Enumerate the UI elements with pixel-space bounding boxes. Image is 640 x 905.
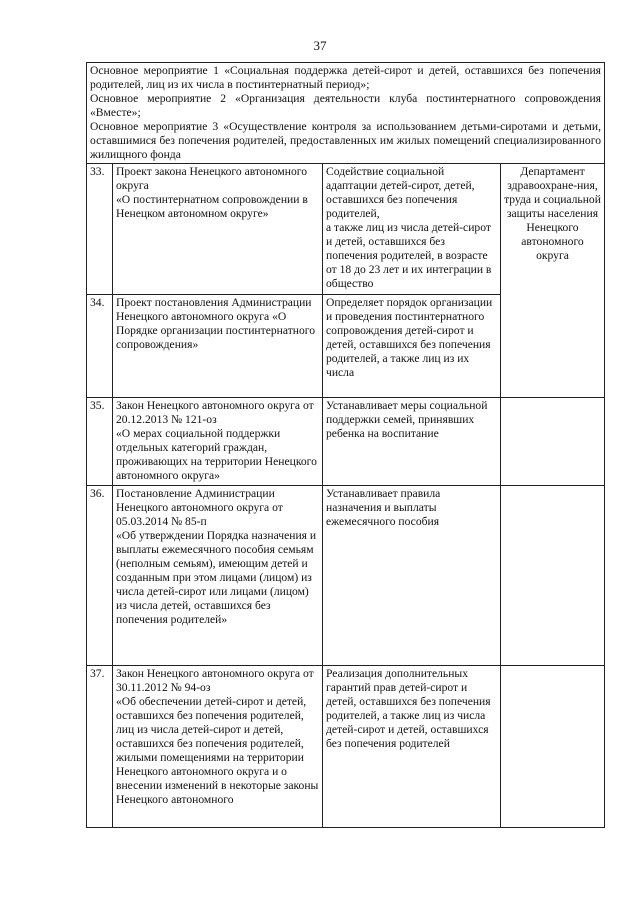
measures-table bbox=[86, 62, 605, 828]
document-purpose: Реализация дополнительных гарантий прав детей-сирот и детей, оставшихся без попечения родителей, а также лиц из числа детей-сирот и детей, оставшихся без попечения родителей bbox=[323, 666, 501, 828]
row-number: 37. bbox=[87, 666, 113, 828]
empty-cell bbox=[501, 666, 605, 828]
table-row bbox=[87, 164, 605, 295]
document-purpose: Устанавливает правила назначения и выплаты ежемесячного пособия bbox=[323, 486, 501, 666]
empty-cell bbox=[501, 486, 605, 666]
document-title: Закон Ненецкого автономного округа от 30.11.2012 № 94-оз «Об обеспечении детей-сирот и детей, оставшихся без попечения родителей, лиц из числа детей-сирот и детей, оставшихся без попечения родителей, жилыми помещениями на территории Ненецкого автономного округа и о внесении изменений в некоторые законы Ненецкого автономного bbox=[113, 666, 323, 828]
row-number: 36. bbox=[87, 486, 113, 666]
table-intro-row bbox=[87, 63, 605, 164]
row-number: 34. bbox=[87, 295, 113, 398]
intro-cell bbox=[87, 63, 605, 164]
document-title: Проект постановления Администрации Ненецкого автономного округа «О Порядке организации постинтернатного сопровождения» bbox=[113, 295, 323, 398]
main-measure-3: Основное мероприятие 3 «Осуществление контроля за использованием детьми-сиротами и детьми, оставшимися без попечения родителей, предоставленных им жилых помещений специализированного жилищного фонда bbox=[90, 120, 601, 161]
main-measure-1: Основное мероприятие 1 «Социальная поддержка детей-сирот и детей, оставшихся без попечения родителей, лиц из их числа в постинтернатный период»; bbox=[90, 64, 601, 91]
document-purpose: Определяет порядок организации и проведения постинтернатного сопровождения детей-сирот и детей, оставшихся без попечения родителей, а также лиц из их числа bbox=[323, 295, 501, 398]
page-number: 37 bbox=[313, 38, 327, 53]
table-row bbox=[87, 398, 605, 486]
empty-cell bbox=[501, 398, 605, 486]
document-title: Проект закона Ненецкого автономного округа «О постинтернатном сопровождении в Ненецком автономном округе» bbox=[113, 164, 323, 295]
document-title: Закон Ненецкого автономного округа от 20.12.2013 № 121-оз «О мерах социальной поддержки отдельных категорий граждан, проживающих на территории Ненецкого автономного округа» bbox=[113, 398, 323, 486]
main-measure-2: Основное мероприятие 2 «Организация деятельности клуба постинтернатного сопровождения «Вместе»; bbox=[90, 92, 601, 119]
document-purpose: Устанавливает меры социальной поддержки семей, принявших ребенка на воспитание bbox=[323, 398, 501, 486]
row-number: 33. bbox=[87, 164, 113, 295]
document-purpose: Содействие социальной адаптации детей-сирот, детей, оставшихся без попечения родителей, а также лиц из числа детей-сирот и детей, оставшихся без попечения родителей, в возрасте от 18 до 23 лет и их интеграции в общество bbox=[323, 164, 501, 295]
responsible-executor: Департамент здравоохране-ния, труда и социальной защиты населения Ненецкого автономного округа bbox=[501, 164, 605, 398]
table-row bbox=[87, 666, 605, 828]
row-number: 35. bbox=[87, 398, 113, 486]
table-row bbox=[87, 486, 605, 666]
document-title: Постановление Администрации Ненецкого автономного округа от 05.03.2014 № 85-п «Об утверждении Порядка назначения и выплаты ежемесячного пособия семьям (неполным семьям), имеющим детей и созданным при этом лицами (лицом) из числа детей-сирот или лицами (лицом) из числа детей, оставшихся без попечения родителей» bbox=[113, 486, 323, 666]
